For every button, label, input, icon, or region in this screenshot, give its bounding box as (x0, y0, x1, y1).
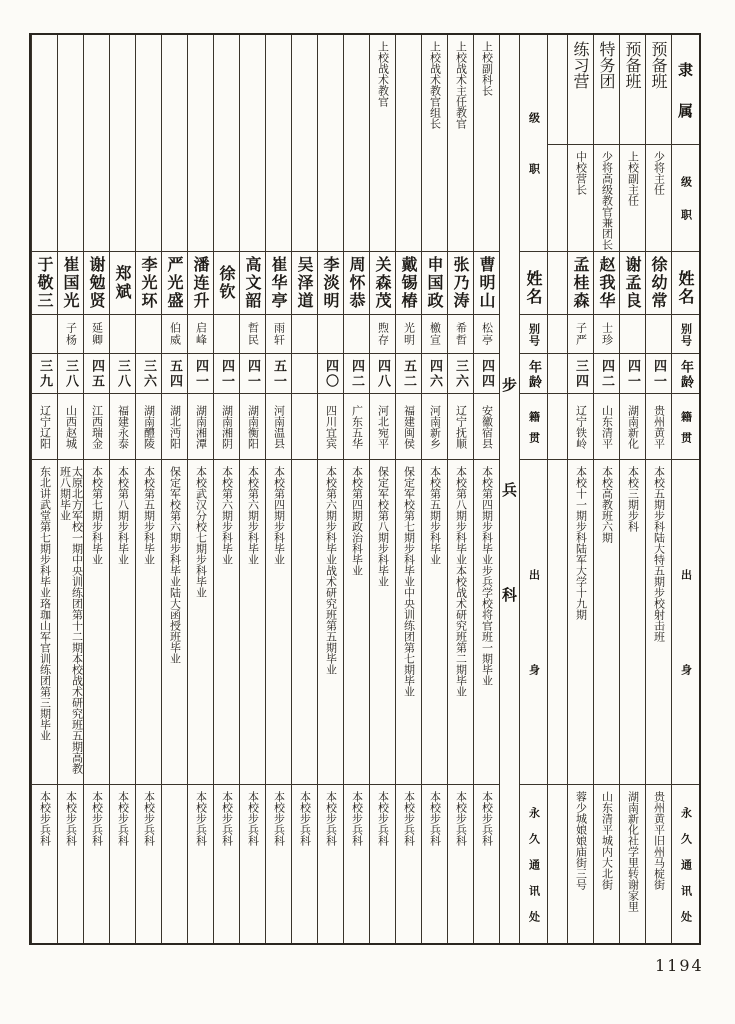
alias-cell: 希哲 (448, 315, 473, 354)
officer-roster-table (29, 33, 701, 945)
officer-column (83, 35, 109, 943)
native-place-cell: 湖南衡阳 (240, 394, 265, 460)
background-cell: 本校五期步科陆大特五期步校射击班 (646, 460, 671, 785)
native-place-cell: 贵州黄平 (646, 394, 671, 460)
rank-cell: 上校副科长 (474, 35, 499, 252)
name-cell: 郑斌 (110, 252, 135, 315)
empty-cell (548, 315, 567, 354)
age-cell: 四六 (422, 354, 447, 394)
age-cell: 三八 (110, 354, 135, 394)
alias-header: 别号 (520, 315, 547, 354)
address-cell: 贵州黄平旧州马椗街 (652, 791, 666, 890)
background-cell: 本校第五期步科毕业 (422, 460, 447, 785)
officer-column (31, 35, 57, 943)
native-place-cell: 辽宁辽阳 (32, 394, 57, 460)
officer-column (473, 35, 499, 943)
rank-cell: 上校战术主任教官 (448, 35, 473, 252)
name-cell: 徐钦 (214, 252, 239, 315)
address-cell: 本校步兵科 (90, 791, 104, 846)
officer-column (213, 35, 239, 943)
age-cell: 四一 (240, 354, 265, 394)
officer-column (291, 35, 317, 943)
empty-cell (548, 785, 567, 943)
empty-cell (548, 460, 567, 785)
rank-cell: 上校战术教官 (370, 35, 395, 252)
officer-column (593, 35, 619, 943)
background-header: 出身 (520, 460, 547, 785)
age-cell: 四八 (370, 354, 395, 394)
officer-column (161, 35, 187, 943)
background-cell: 本校武汉分校七期步科毕业 (188, 460, 213, 785)
officer-column (239, 35, 265, 943)
address-cell (162, 785, 187, 943)
age-header: 年龄 (520, 354, 547, 394)
age-cell: 三九 (32, 354, 57, 394)
rank-cell (396, 35, 421, 252)
alias-cell (136, 315, 161, 354)
officer-column (369, 35, 395, 943)
native-place-cell: 辽宁铁岭 (568, 394, 593, 460)
age-cell: 四一 (188, 354, 213, 394)
rank-cell: 少将主任 (646, 145, 671, 252)
name-cell: 周怀恭 (344, 252, 369, 315)
rank-cell (266, 35, 291, 252)
affiliation-cell: 特务团 (594, 35, 619, 145)
alias-cell (214, 315, 239, 354)
native-place-header: 籍贯 (520, 394, 547, 460)
empty-cell (548, 354, 567, 394)
empty-cell (548, 394, 567, 460)
alias-cell (110, 315, 135, 354)
name-cell: 张乃涛 (448, 252, 473, 315)
background-cell: 本校第四期步科毕业步兵学校将官班一期毕业 (474, 460, 499, 785)
age-cell: 四五 (84, 354, 109, 394)
rank-cell (84, 35, 109, 252)
alias-cell: 士珍 (594, 315, 619, 354)
age-cell: 五一 (266, 354, 291, 394)
background-cell: 本校第六期步科毕业 (214, 460, 239, 785)
address-cell: 本校步兵科 (376, 791, 390, 846)
officer-column (343, 35, 369, 943)
background-cell: 本校第七期步科毕业 (84, 460, 109, 785)
native-place-cell: 河南温县 (266, 394, 291, 460)
native-place-cell (292, 394, 317, 460)
affiliation-cell: 练习营 (568, 35, 593, 145)
officer-column (421, 35, 447, 943)
native-place-cell: 江西瑞金 (84, 394, 109, 460)
address-cell: 本校步兵科 (402, 791, 416, 846)
address-header: 永久通讯处 (679, 806, 693, 937)
background-header: 出身 (672, 460, 699, 785)
name-cell: 曹明山 (474, 252, 499, 315)
background-cell: 太原北方军校一期中央训练团第十二期本校战术研究班五期高教班八期毕业 (58, 460, 83, 785)
native-place-cell: 福建永泰 (110, 394, 135, 460)
age-cell: 四一 (214, 354, 239, 394)
alias-cell (344, 315, 369, 354)
rank-cell (214, 35, 239, 252)
age-cell: 五二 (396, 354, 421, 394)
address-cell: 本校步兵科 (38, 791, 52, 846)
officer-column (317, 35, 343, 943)
name-cell: 李淡明 (318, 252, 343, 315)
alias-cell: 子严 (568, 315, 593, 354)
name-cell: 谢勉贤 (84, 252, 109, 315)
alias-cell (646, 315, 671, 354)
empty-cell (548, 252, 567, 315)
name-cell: 赵我华 (594, 252, 619, 315)
address-cell: 蓉少城娘娘庙街三号 (574, 791, 588, 890)
rank-cell (110, 35, 135, 252)
affiliation-header: 隶属 (672, 35, 699, 145)
address-cell: 本校步兵科 (194, 791, 208, 846)
rank-cell (188, 35, 213, 252)
address-cell: 本校步兵科 (142, 791, 156, 846)
address-cell: 本校步兵科 (480, 791, 494, 846)
alias-cell: 启峰 (188, 315, 213, 354)
rank-cell (136, 35, 161, 252)
native-place-header: 籍贯 (672, 394, 699, 460)
native-place-cell: 广东五华 (344, 394, 369, 460)
rank-cell (344, 35, 369, 252)
background-cell: 保定军校第六期步科毕业陆大函授班毕业 (162, 460, 187, 785)
alias-cell: 延卿 (84, 315, 109, 354)
affiliation-cell: 预备班 (620, 35, 645, 145)
address-cell: 本校步兵科 (324, 791, 338, 846)
name-cell: 高文韶 (240, 252, 265, 315)
background-cell: 本校第八期步科毕业本校战术研究班第二期毕业 (448, 460, 473, 785)
rank-cell (240, 35, 265, 252)
address-cell: 本校步兵科 (116, 791, 130, 846)
address-header: 永久通讯处 (527, 806, 541, 937)
name-cell: 潘连升 (188, 252, 213, 315)
officer-column (187, 35, 213, 943)
alias-cell (32, 315, 57, 354)
alias-cell: 光明 (396, 315, 421, 354)
native-place-cell: 湖南新化 (620, 394, 645, 460)
age-cell: 四一 (646, 354, 671, 394)
background-cell: 保定军校第八期步科毕业 (370, 460, 395, 785)
affiliation-cell: 预备班 (646, 35, 671, 145)
name-cell: 戴锡椿 (396, 252, 421, 315)
alias-cell: 伯威 (162, 315, 187, 354)
rank-header: 级职 (520, 35, 547, 252)
address-cell: 本校步兵科 (220, 791, 234, 846)
rank-cell (292, 35, 317, 252)
native-place-cell: 山西赵城 (58, 394, 83, 460)
alias-cell: 雨轩 (266, 315, 291, 354)
address-cell: 本校步兵科 (454, 791, 468, 846)
address-cell: 本校步兵科 (350, 791, 364, 846)
rank-cell: 上校战术教官组长 (422, 35, 447, 252)
native-place-cell: 山东清平 (594, 394, 619, 460)
rank-cell (58, 35, 83, 252)
name-cell: 崔国光 (58, 252, 83, 315)
native-place-cell: 福建闽侯 (396, 394, 421, 460)
name-cell: 严光盛 (162, 252, 187, 315)
alias-cell: 子杨 (58, 315, 83, 354)
age-cell: 四二 (594, 354, 619, 394)
address-cell: 本校步兵科 (64, 791, 78, 846)
rank-cell (162, 35, 187, 252)
native-place-cell: 湖南湘阴 (214, 394, 239, 460)
age-cell: 三六 (136, 354, 161, 394)
name-header: 姓名 (520, 252, 547, 315)
background-cell (292, 460, 317, 785)
name-cell: 孟桂森 (568, 252, 593, 315)
rank-cell: 中校营长 (568, 145, 593, 252)
empty-cell (548, 35, 567, 145)
age-cell: 四〇 (318, 354, 343, 394)
officer-column (645, 35, 671, 943)
alias-cell: 檄宣 (422, 315, 447, 354)
section-label-column (499, 35, 519, 943)
alias-cell: 哲民 (240, 315, 265, 354)
officer-column (619, 35, 645, 943)
name-cell: 徐幼常 (646, 252, 671, 315)
background-cell: 本校第四期步科毕业 (266, 460, 291, 785)
alias-cell (318, 315, 343, 354)
empty-cell (548, 145, 567, 252)
native-place-cell: 湖南醴陵 (136, 394, 161, 460)
age-cell: 四二 (344, 354, 369, 394)
native-place-cell: 辽宁抚顺 (448, 394, 473, 460)
native-place-cell: 河北宛平 (370, 394, 395, 460)
native-place-cell: 湖北沔阳 (162, 394, 187, 460)
header-column-main (519, 35, 547, 943)
empty-officer-column (547, 35, 567, 943)
alias-cell (620, 315, 645, 354)
address-cell: 本校步兵科 (272, 791, 286, 846)
background-cell: 本校第六期步科毕业 (240, 460, 265, 785)
background-cell: 保定军校第七期步科毕业中央训练团第七期毕业 (396, 460, 421, 785)
background-cell: 本校第五期步科毕业 (136, 460, 161, 785)
age-cell (292, 354, 317, 394)
name-header: 姓名 (672, 252, 699, 315)
name-cell: 申国政 (422, 252, 447, 315)
background-cell: 本校三期步科 (620, 460, 645, 785)
background-cell: 东北讲武堂第七期步科毕业珞珈山军官训练团第三期毕业 (32, 460, 57, 785)
address-cell: 湖南新化社学里转谢家里 (626, 791, 640, 912)
rank-cell (318, 35, 343, 252)
address-cell: 本校步兵科 (428, 791, 442, 846)
name-cell: 关森茂 (370, 252, 395, 315)
officer-column (567, 35, 593, 943)
name-cell: 谢孟良 (620, 252, 645, 315)
background-cell: 本校第八期步科毕业 (110, 460, 135, 785)
rank-header: 级职 (672, 145, 699, 252)
age-cell: 三四 (568, 354, 593, 394)
age-cell: 五四 (162, 354, 187, 394)
page-number: 1194 (655, 956, 704, 975)
address-cell: 山东清平城内大北街 (600, 791, 614, 890)
rank-cell: 上校副主任 (620, 145, 645, 252)
officer-column (265, 35, 291, 943)
name-cell: 李光环 (136, 252, 161, 315)
name-cell: 吴泽道 (292, 252, 317, 315)
age-cell: 四四 (474, 354, 499, 394)
age-cell: 四一 (620, 354, 645, 394)
alias-cell (292, 315, 317, 354)
address-cell: 本校步兵科 (298, 791, 312, 846)
section-label: 步兵科 (500, 376, 518, 692)
age-cell: 三六 (448, 354, 473, 394)
native-place-cell: 安徽宿县 (474, 394, 499, 460)
alias-cell: 松亭 (474, 315, 499, 354)
officer-column (109, 35, 135, 943)
name-cell: 于敬三 (32, 252, 57, 315)
address-cell: 本校步兵科 (246, 791, 260, 846)
background-cell: 本校高教班六期 (594, 460, 619, 785)
officer-column (395, 35, 421, 943)
alias-cell: 煦存 (370, 315, 395, 354)
native-place-cell: 湖南湘潭 (188, 394, 213, 460)
officer-column (135, 35, 161, 943)
age-cell: 三八 (58, 354, 83, 394)
name-cell: 崔华亭 (266, 252, 291, 315)
background-cell: 本校第六期步科毕业战术研究班第五期毕业 (318, 460, 343, 785)
native-place-cell: 河南新乡 (422, 394, 447, 460)
officer-column (447, 35, 473, 943)
background-cell: 本校第四期政治科毕业 (344, 460, 369, 785)
header-column-right (671, 35, 699, 943)
rank-cell: 少将高级教官兼团长 (594, 145, 619, 252)
background-cell: 本校十一期步科陆军大学十九期 (568, 460, 593, 785)
age-header: 年龄 (672, 354, 699, 394)
rank-cell (32, 35, 57, 252)
native-place-cell: 四川宜宾 (318, 394, 343, 460)
officer-column (57, 35, 83, 943)
alias-header: 别号 (672, 315, 699, 354)
